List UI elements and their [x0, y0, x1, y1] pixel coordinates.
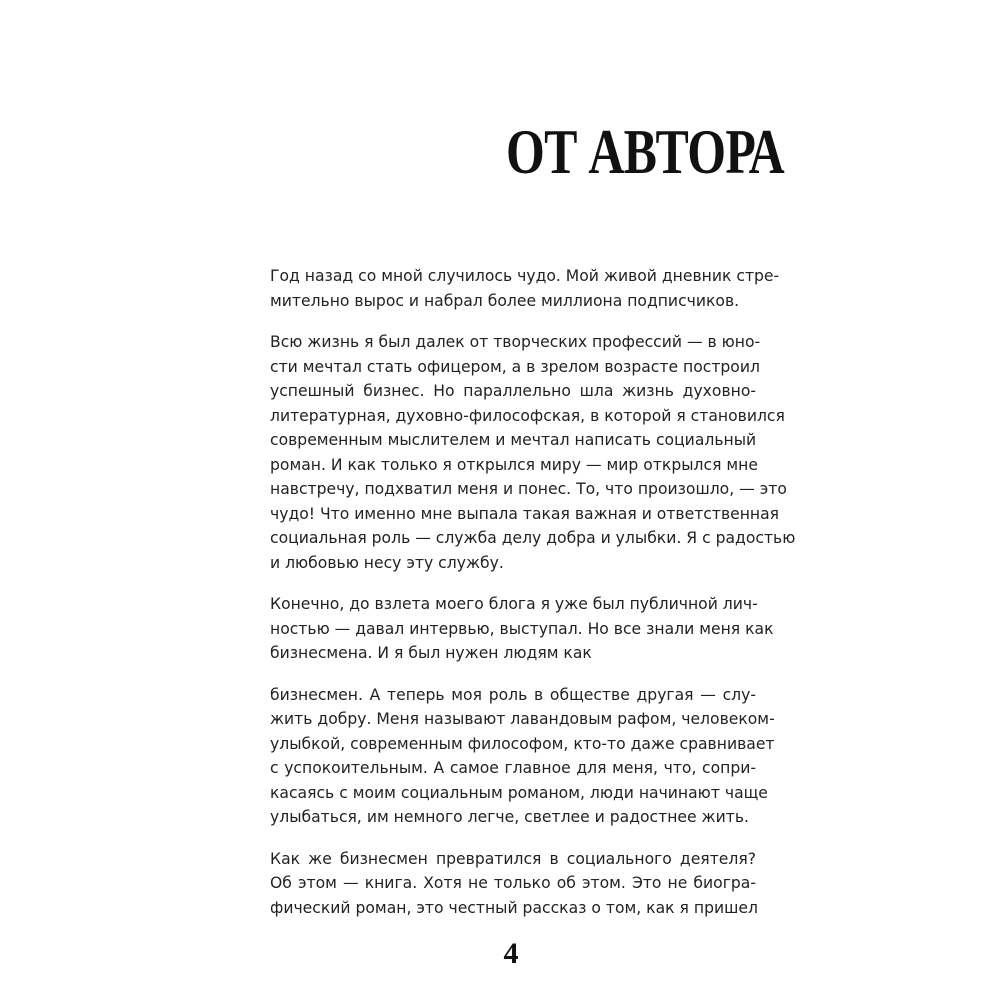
text-line: роман. И как только я открылся миру — мир открылся мне	[270, 455, 758, 474]
text-line: бизнесмен. А теперь моя роль в обществе другая — слу-	[270, 685, 756, 704]
text-line: Всю жизнь я был далек от творческих профессий — в юно-	[270, 333, 761, 351]
paragraph	[270, 847, 756, 921]
text-line: улыбаться, им немного легче, светлее и радостнее жить.	[270, 808, 749, 826]
paragraph	[270, 683, 775, 830]
text-line: навстречу, подхватил меня и понес. То, что произошло, — это	[270, 480, 787, 498]
paragraph	[270, 592, 774, 666]
text-line: Об этом — книга. Хотя не только об этом. Это не биогра-	[270, 874, 756, 892]
text-line: сти мечтал стать офицером, а в зрелом возрасте построил	[270, 357, 760, 376]
page-number: 4	[503, 937, 519, 970]
text-line: литературная, духовно-философская, в которой я становился	[270, 406, 785, 425]
text-line: и любовью несу эту службу.	[270, 553, 504, 572]
text-line: улыбкой, современным философом, кто-то даже сравнивает	[270, 734, 775, 753]
text-line: с успокоительным. А самое главное для меня, что, сопри-	[270, 759, 756, 777]
text-line: успешный бизнес. Но параллельно шла жизнь духовно-	[270, 382, 756, 400]
text-line: социальная роль — служба делу добра и улыбки. Я с радостью	[270, 529, 796, 547]
text-line: чудо! Что именно мне выпала такая важная и ответственная	[270, 504, 780, 523]
paragraph	[270, 264, 780, 313]
chapter-body	[270, 264, 796, 937]
text-line: бизнесмена. И я был нужен людям как	[270, 644, 592, 662]
text-line: современным мыслителем и мечтал написать социальный	[270, 431, 757, 449]
text-line: ностью — давал интервью, выступал. Но все знали меня как	[270, 619, 774, 638]
text-line: мительно вырос и набрал более миллиона подписчиков.	[270, 291, 740, 310]
text-line: жить добру. Меня называют лавандовым рафом, человеком-	[270, 710, 775, 728]
text-line: фический роман, это честный рассказ о том, как я пришел	[270, 898, 758, 917]
text-line: Год назад со мной случилось чудо. Мой живой дневник стре-	[270, 267, 780, 285]
paragraph	[270, 330, 796, 575]
text-line: Как же бизнесмен превратился в социального деятеля?	[270, 849, 756, 868]
text-line: Конечно, до взлета моего блога я уже был публичной лич-	[270, 595, 758, 613]
text-line: касаясь с моим социальным романом, люди начинают чаще	[270, 783, 768, 802]
chapter-title: ОТ АВТОРА	[506, 116, 784, 187]
